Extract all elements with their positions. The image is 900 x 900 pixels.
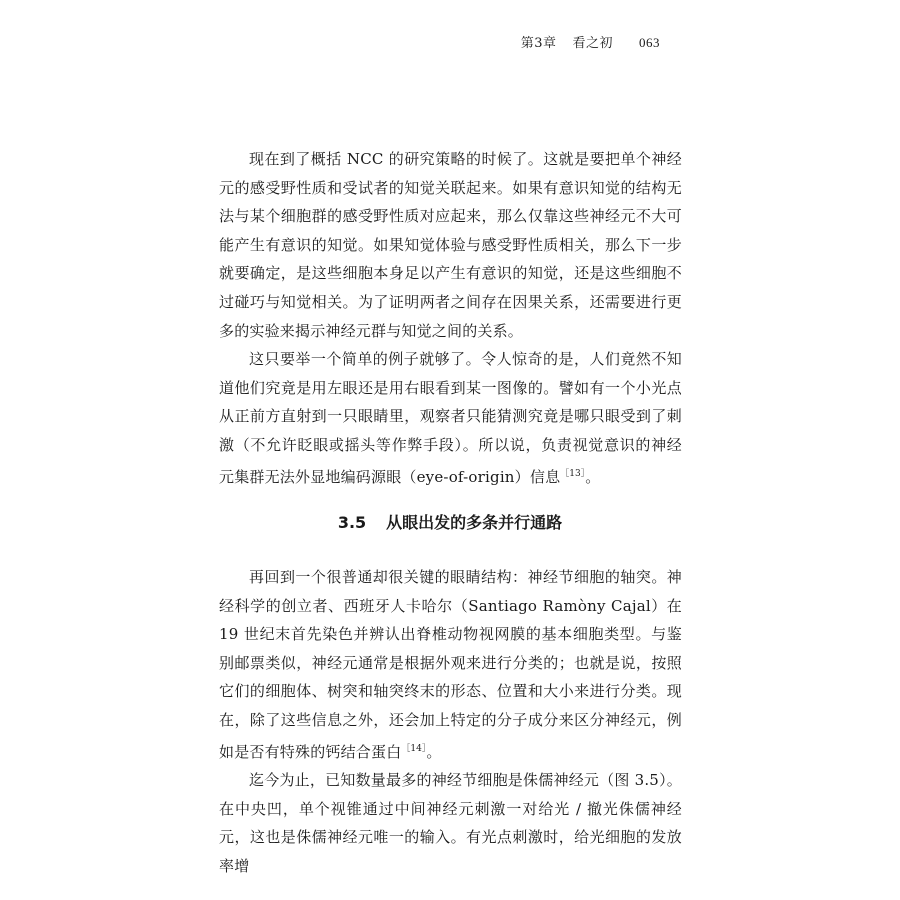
paragraph-cajal xyxy=(219,563,682,766)
paragraph-midget-cells: 迄今为止，已知数量最多的神经节细胞是侏儒神经元（图 3.5）。在中央凹，单个视锥通过中间神经元刺激一对给光 / 撤光侏儒神经元，这也是侏儒神经元唯一的输入。有光点刺激时，给光细胞的发放率增 xyxy=(219,771,682,875)
citation-13: ［13］ xyxy=(560,468,586,479)
chapter-label: 第3章 xyxy=(520,36,557,51)
paragraph-cajal-text: 再回到一个很普通却很关键的眼睛结构：神经节细胞的轴突。神经科学的创立者、西班牙人卡哈尔（Santiago Ramòny Cajal）在 19 世纪末首先染色并辨认出脊椎动物视网膜的基本细胞类型。与鉴别邮票类似，神经元通常是根据外观来进行分类的；也就是说，按照它们的细胞体、树突和轴突终末的形态、位置和大小来进行分类。现在，除了这些信息之外，还会加上特定的分子成分来区分神经元，例如是否有特殊的钙结合蛋白 xyxy=(219,568,682,761)
chapter-title: 看之初 xyxy=(572,36,613,51)
citation-14: ［14］ xyxy=(401,743,427,754)
paragraph-ncc-strategy: 现在到了概括 NCC 的研究策略的时候了。这就是要把单个神经元的感受野性质和受试者的知觉关联起来。如果有意识知觉的结构无法与某个细胞群的感受野性质对应起来，那么仅靠这些神经元不大可能产生有意识的知觉。如果知觉体验与感受野性质相关，那么下一步就要确定，是这些细胞本身足以产生有意识的知觉，还是这些细胞不过碰巧与知觉相关。为了证明两者之间存在因果关系，还需要进行更多的实验来揭示神经元群与知觉之间的关系。 xyxy=(219,150,682,340)
paragraph-eye-of-origin xyxy=(219,345,682,491)
section-heading xyxy=(0,510,900,533)
paragraph-eye-of-origin-text: 这只要举一个简单的例子就够了。令人惊奇的是，人们竟然不知道他们究竟是用左眼还是用右眼看到某一图像的。譬如有一个小光点从正前方直射到一只眼睛里，观察者只能猜测究竟是哪只眼受到了刺激（不允许眨眼或摇头等作弊手段）。所以说，负责视觉意识的神经元集群无法外显地编码源眼（eye-of-origin）信息 xyxy=(219,350,682,486)
running-header xyxy=(521,32,660,51)
page-number: 063 xyxy=(639,35,660,50)
section-title: 从眼出发的多条并行通路 xyxy=(386,513,563,532)
section-number: 3.5 xyxy=(337,513,367,532)
text-block-ncc xyxy=(219,145,682,491)
paragraph-end-mark: 。 xyxy=(426,742,442,761)
paragraph-end-mark: 。 xyxy=(585,467,601,486)
text-block-ganglion xyxy=(219,563,682,881)
